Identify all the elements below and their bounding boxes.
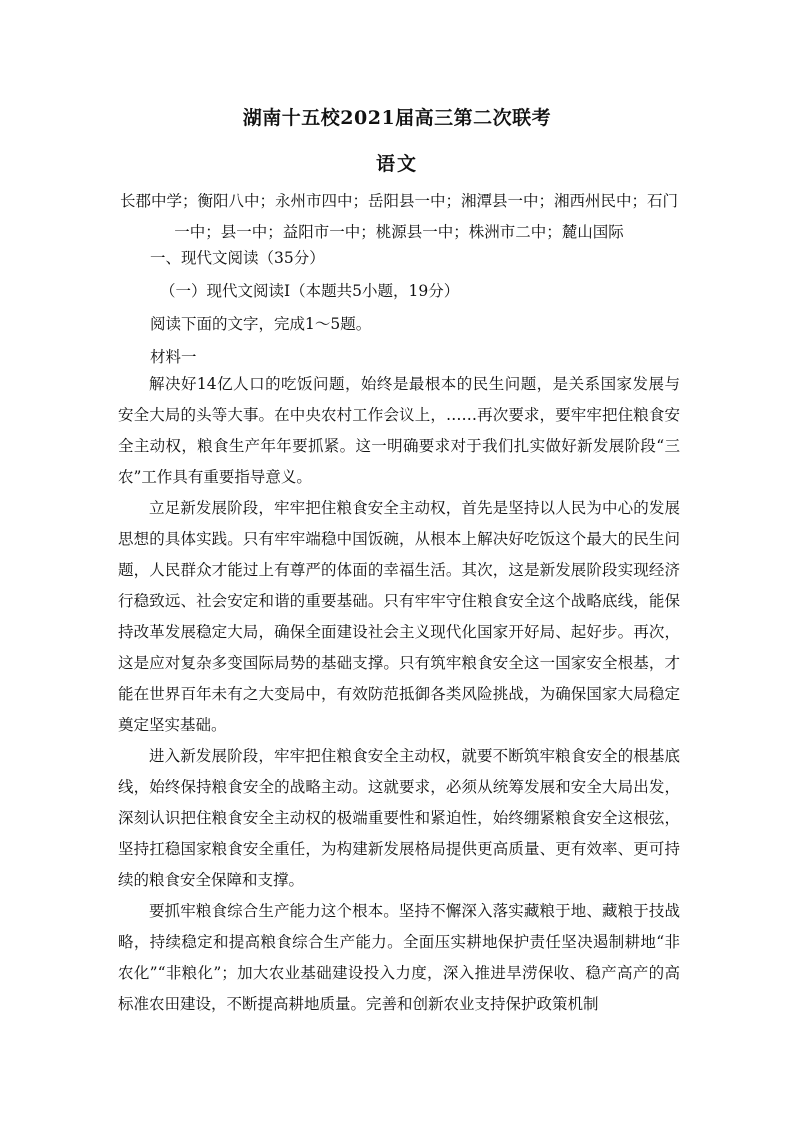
subject-title: 语文 — [375, 153, 418, 175]
material-label: 材料一 — [150, 348, 197, 366]
paragraph: 要抓牢粮食综合生产能力这个根本。坚持不懈深入落实藏粮于地、藏粮于技战略，持续稳定和提高粮食综合生产能力。全面压实耕地保护责任坚决遏制耕地“非农化”“非粮化”；加大农业基础建设投入力度，深入推进旱涝保收、稳产高产的高标准农田建设，不断提高耕地质量。完善和创新农业支持保护政策机制 — [118, 902, 680, 1013]
paragraph: 解决好14亿人口的吃饭问题，始终是最根本的民生问题，是关系国家发展与安全大局的头等大事。在中央农村工作会议上，……再次要求，要牢牢把住粮食安全主动权，粮食生产年年要抓紧。这一明确要求对于我们扎实做好新发展阶段“三农”工作具有重要指导意义。 — [118, 375, 680, 486]
paragraph: 立足新发展阶段，牢牢把住粮食安全主动权，首先是坚持以人民为中心的发展思想的具体实践。只有牢牢端稳中国饭碗，从根本上解决好吃饭这个最大的民生问题，人民群众才能过上有尊严的体面的幸福生活。其次，这是新发展阶段实现经济行稳致远、社会安定和谐的重要基础。只有牢牢守住粮食安全这个战略底线，能保持改革发展稳定大局，确保全面建设社会主义现代化国家开好局、起好步。再次，这是应对复杂多变国际局势的基础支撑。只有筑牢粮食安全这一国家安全根基，才能在世界百年未有之大变局中，有效防范抵御各类风险挑战，为确保国家大局稳定奠定坚实基础。 — [118, 499, 680, 734]
school-list: 长郡中学；衡阳八中；永州市四中；岳阳县一中；湘潭县一中；湘西州民中；石门一中；县一中；益阳市一中；桃源县一中；株洲市二中；麓山国际 — [119, 192, 678, 241]
subpart-heading: （一）现代文阅读Ⅰ（本题共5小题，19分） — [160, 282, 460, 300]
exam-title: 湖南十五校2021届高三第二次联考 — [242, 107, 552, 129]
instruction-text: 阅读下面的文字，完成1～5题。 — [150, 315, 372, 333]
part-heading: 一、现代文阅读（35分） — [150, 249, 325, 267]
paragraph: 进入新发展阶段，牢牢把住粮食安全主动权，就要不断筑牢粮食安全的根基底线，始终保持粮食安全的战略主动。这就要求，必须从统筹发展和安全大局出发，深刻认识把住粮食安全主动权的极端重要性和紧迫性，始终绷紧粮食安全这根弦，坚持扛稳国家粮食安全重任，为构建新发展格局提供更高质量、更有效率、更可持续的粮食安全保障和支撑。 — [118, 747, 680, 889]
article-body — [118, 369, 680, 1020]
